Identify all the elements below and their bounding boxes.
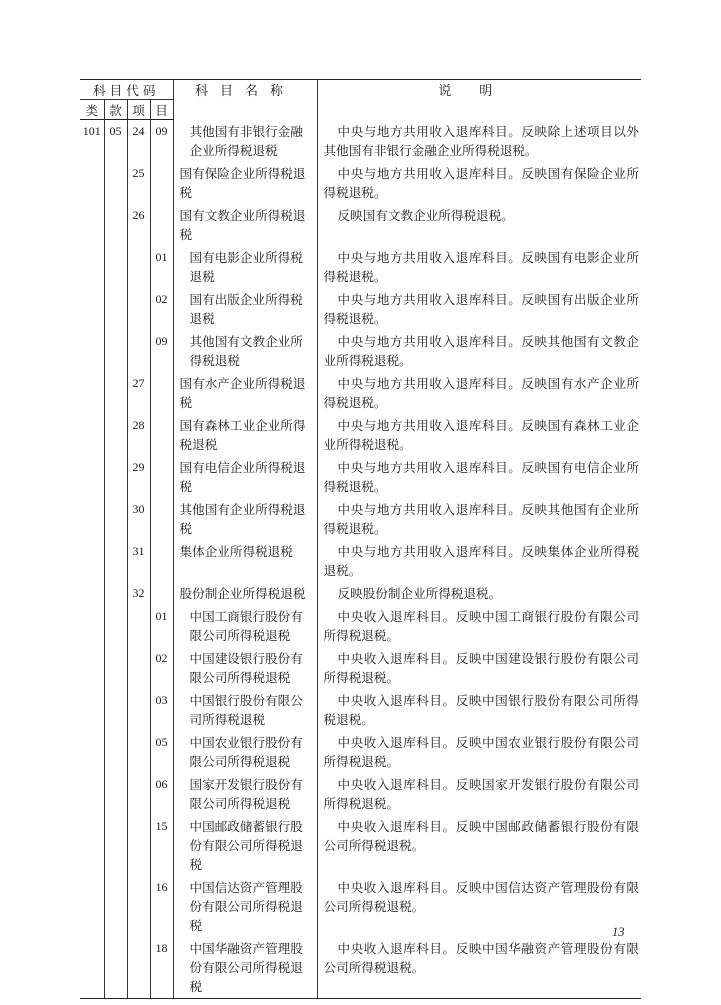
table-row (80, 876, 641, 937)
cell-subject-name: 国有电影企业所得税退税 (173, 246, 317, 288)
cell-kuan (104, 330, 127, 372)
cell-kuan (104, 498, 127, 540)
cell-description (317, 605, 641, 647)
cell-description (317, 204, 641, 246)
table-body (80, 120, 641, 999)
cell-mu (150, 582, 173, 605)
description-text: 中央与地方共用收入退库科目。反映其他国有企业所得税退税。 (323, 501, 639, 536)
cell-mu (150, 204, 173, 246)
cell-mu: 15 (150, 815, 173, 876)
cell-lei (80, 498, 104, 540)
cell-description (317, 937, 641, 999)
cell-lei (80, 456, 104, 498)
table-row (80, 288, 641, 330)
cell-kuan (104, 162, 127, 204)
table-header (80, 80, 641, 120)
table-row (80, 937, 641, 999)
cell-xiang: 31 (127, 540, 150, 582)
cell-lei (80, 937, 104, 999)
description-text: 中央收入退库科目。反映中国信达资产管理股份有限公司所得税退税。 (323, 879, 639, 914)
cell-mu: 09 (150, 330, 173, 372)
cell-mu (150, 456, 173, 498)
cell-lei (80, 605, 104, 647)
cell-xiang (127, 689, 150, 731)
description-text: 中央与地方共用收入退库科目。反映除上述项目以外其他国有非银行金融企业所得税退税。 (323, 123, 639, 158)
cell-description (317, 162, 641, 204)
cell-subject-name: 其他国有文教企业所得税退税 (173, 330, 317, 372)
cell-kuan (104, 937, 127, 999)
cell-mu: 02 (150, 288, 173, 330)
cell-mu: 01 (150, 246, 173, 288)
cell-lei (80, 689, 104, 731)
cell-kuan (104, 689, 127, 731)
cell-kuan: 05 (104, 120, 127, 162)
description-text: 中央收入退库科目。反映国家开发银行股份有限公司所得税退税。 (323, 776, 639, 811)
cell-kuan (104, 204, 127, 246)
cell-xiang: 26 (127, 204, 150, 246)
table-row (80, 456, 641, 498)
cell-subject-name: 集体企业所得税退税 (173, 540, 317, 582)
cell-mu: 18 (150, 937, 173, 999)
cell-description (317, 414, 641, 456)
description-text: 中央收入退库科目。反映中国银行股份有限公司所得税退税。 (323, 692, 639, 727)
cell-mu: 09 (150, 120, 173, 162)
cell-lei (80, 540, 104, 582)
table-row (80, 731, 641, 773)
cell-xiang (127, 773, 150, 815)
table-row (80, 582, 641, 605)
description-text: 中央收入退库科目。反映中国工商银行股份有限公司所得税退税。 (323, 608, 639, 643)
page-number: 13 (612, 925, 625, 939)
header-subject-code: 科目代码 (80, 80, 173, 100)
description-text: 中央收入退库科目。反映中国农业银行股份有限公司所得税退税。 (323, 734, 639, 769)
cell-lei (80, 815, 104, 876)
description-text: 中央与地方共用收入退库科目。反映国有电影企业所得税退税。 (323, 249, 639, 284)
cell-lei (80, 162, 104, 204)
cell-xiang (127, 246, 150, 288)
cell-lei (80, 876, 104, 937)
cell-kuan (104, 246, 127, 288)
cell-mu: 05 (150, 731, 173, 773)
cell-lei (80, 330, 104, 372)
table-row (80, 815, 641, 876)
cell-xiang: 30 (127, 498, 150, 540)
cell-kuan (104, 288, 127, 330)
cell-kuan (104, 540, 127, 582)
table-row (80, 414, 641, 456)
header-mu: 目 (150, 100, 173, 120)
cell-mu: 02 (150, 647, 173, 689)
cell-description (317, 330, 641, 372)
cell-description (317, 372, 641, 414)
description-text: 中央收入退库科目。反映中国华融资产管理股份有限公司所得税退税。 (323, 940, 639, 975)
header-description: 说明 (317, 80, 641, 120)
cell-kuan (104, 815, 127, 876)
cell-xiang (127, 288, 150, 330)
header-xiang: 项 (127, 100, 150, 120)
cell-subject-name: 国有文教企业所得税退税 (173, 204, 317, 246)
cell-description (317, 246, 641, 288)
cell-lei (80, 204, 104, 246)
table-row (80, 372, 641, 414)
cell-kuan (104, 773, 127, 815)
table-row (80, 246, 641, 288)
cell-xiang: 27 (127, 372, 150, 414)
cell-subject-name: 其他国有非银行金融企业所得税退税 (173, 120, 317, 162)
cell-lei (80, 773, 104, 815)
cell-mu: 16 (150, 876, 173, 937)
description-text: 反映国有文教企业所得税退税。 (337, 207, 514, 223)
table-row (80, 605, 641, 647)
description-text: 中央与地方共用收入退库科目。反映其他国有文教企业所得税退税。 (323, 333, 639, 368)
description-text: 中央收入退库科目。反映中国建设银行股份有限公司所得税退税。 (323, 650, 639, 685)
cell-subject-name: 国有出版企业所得税退税 (173, 288, 317, 330)
cell-mu (150, 162, 173, 204)
description-text: 中央与地方共用收入退库科目。反映国有电信企业所得税退税。 (323, 459, 639, 494)
cell-subject-name: 中国工商银行股份有限公司所得税退税 (173, 605, 317, 647)
cell-lei (80, 246, 104, 288)
cell-subject-name: 中国邮政储蓄银行股份有限公司所得税退税 (173, 815, 317, 876)
cell-description (317, 498, 641, 540)
description-text: 反映股份制企业所得税退税。 (337, 585, 502, 601)
cell-subject-name: 国有水产企业所得税退税 (173, 372, 317, 414)
description-text: 中央与地方共用收入退库科目。反映集体企业所得税退税。 (323, 543, 639, 578)
cell-mu (150, 498, 173, 540)
table-row (80, 330, 641, 372)
budget-subject-table (80, 79, 641, 999)
cell-description (317, 456, 641, 498)
cell-description (317, 876, 641, 937)
cell-xiang: 29 (127, 456, 150, 498)
cell-description (317, 120, 641, 162)
header-lei: 类 (80, 100, 104, 120)
cell-xiang (127, 731, 150, 773)
cell-subject-name: 股份制企业所得税退税 (173, 582, 317, 605)
cell-subject-name: 国有保险企业所得税退税 (173, 162, 317, 204)
cell-lei (80, 372, 104, 414)
cell-description (317, 689, 641, 731)
cell-subject-name: 中国农业银行股份有限公司所得税退税 (173, 731, 317, 773)
cell-xiang (127, 605, 150, 647)
cell-description (317, 815, 641, 876)
table-row (80, 498, 641, 540)
cell-xiang (127, 647, 150, 689)
cell-kuan (104, 414, 127, 456)
cell-description (317, 731, 641, 773)
cell-description (317, 647, 641, 689)
cell-kuan (104, 647, 127, 689)
cell-xiang (127, 330, 150, 372)
table-row (80, 162, 641, 204)
table-row (80, 204, 641, 246)
cell-xiang: 28 (127, 414, 150, 456)
cell-description (317, 773, 641, 815)
cell-xiang: 25 (127, 162, 150, 204)
description-text: 中央与地方共用收入退库科目。反映国有出版企业所得税退税。 (323, 291, 639, 326)
cell-subject-name: 中国建设银行股份有限公司所得税退税 (173, 647, 317, 689)
cell-xiang: 24 (127, 120, 150, 162)
cell-kuan (104, 731, 127, 773)
cell-mu: 03 (150, 689, 173, 731)
cell-xiang: 32 (127, 582, 150, 605)
cell-xiang (127, 937, 150, 999)
cell-description (317, 288, 641, 330)
cell-lei (80, 647, 104, 689)
cell-mu (150, 540, 173, 582)
cell-kuan (104, 876, 127, 937)
cell-subject-name: 中国信达资产管理股份有限公司所得税退税 (173, 876, 317, 937)
cell-subject-name: 国有森林工业企业所得税退税 (173, 414, 317, 456)
cell-subject-name: 其他国有企业所得税退税 (173, 498, 317, 540)
description-text: 中央与地方共用收入退库科目。反映国有水产企业所得税退税。 (323, 375, 639, 410)
description-text: 中央与地方共用收入退库科目。反映国有保险企业所得税退税。 (323, 165, 639, 200)
cell-mu (150, 414, 173, 456)
cell-description (317, 582, 641, 605)
header-subject-name: 科目名称 (173, 80, 317, 120)
cell-subject-name: 国有电信企业所得税退税 (173, 456, 317, 498)
cell-lei (80, 731, 104, 773)
cell-kuan (104, 372, 127, 414)
cell-kuan (104, 456, 127, 498)
cell-lei (80, 582, 104, 605)
cell-lei (80, 288, 104, 330)
cell-subject-name: 中国华融资产管理股份有限公司所得税退税 (173, 937, 317, 999)
table-row (80, 540, 641, 582)
cell-subject-name: 国家开发银行股份有限公司所得税退税 (173, 773, 317, 815)
cell-mu (150, 372, 173, 414)
cell-lei (80, 414, 104, 456)
cell-kuan (104, 605, 127, 647)
table-row (80, 647, 641, 689)
table-row (80, 689, 641, 731)
cell-mu: 06 (150, 773, 173, 815)
header-kuan: 款 (104, 100, 127, 120)
cell-xiang (127, 876, 150, 937)
table-row (80, 773, 641, 815)
cell-mu: 01 (150, 605, 173, 647)
description-text: 中央与地方共用收入退库科目。反映国有森林工业企业所得税退税。 (323, 417, 639, 452)
cell-xiang (127, 815, 150, 876)
cell-kuan (104, 582, 127, 605)
description-text: 中央收入退库科目。反映中国邮政储蓄银行股份有限公司所得税退税。 (323, 818, 639, 853)
cell-description (317, 540, 641, 582)
cell-subject-name: 中国银行股份有限公司所得税退税 (173, 689, 317, 731)
cell-lei: 101 (80, 120, 104, 162)
table-row (80, 120, 641, 162)
